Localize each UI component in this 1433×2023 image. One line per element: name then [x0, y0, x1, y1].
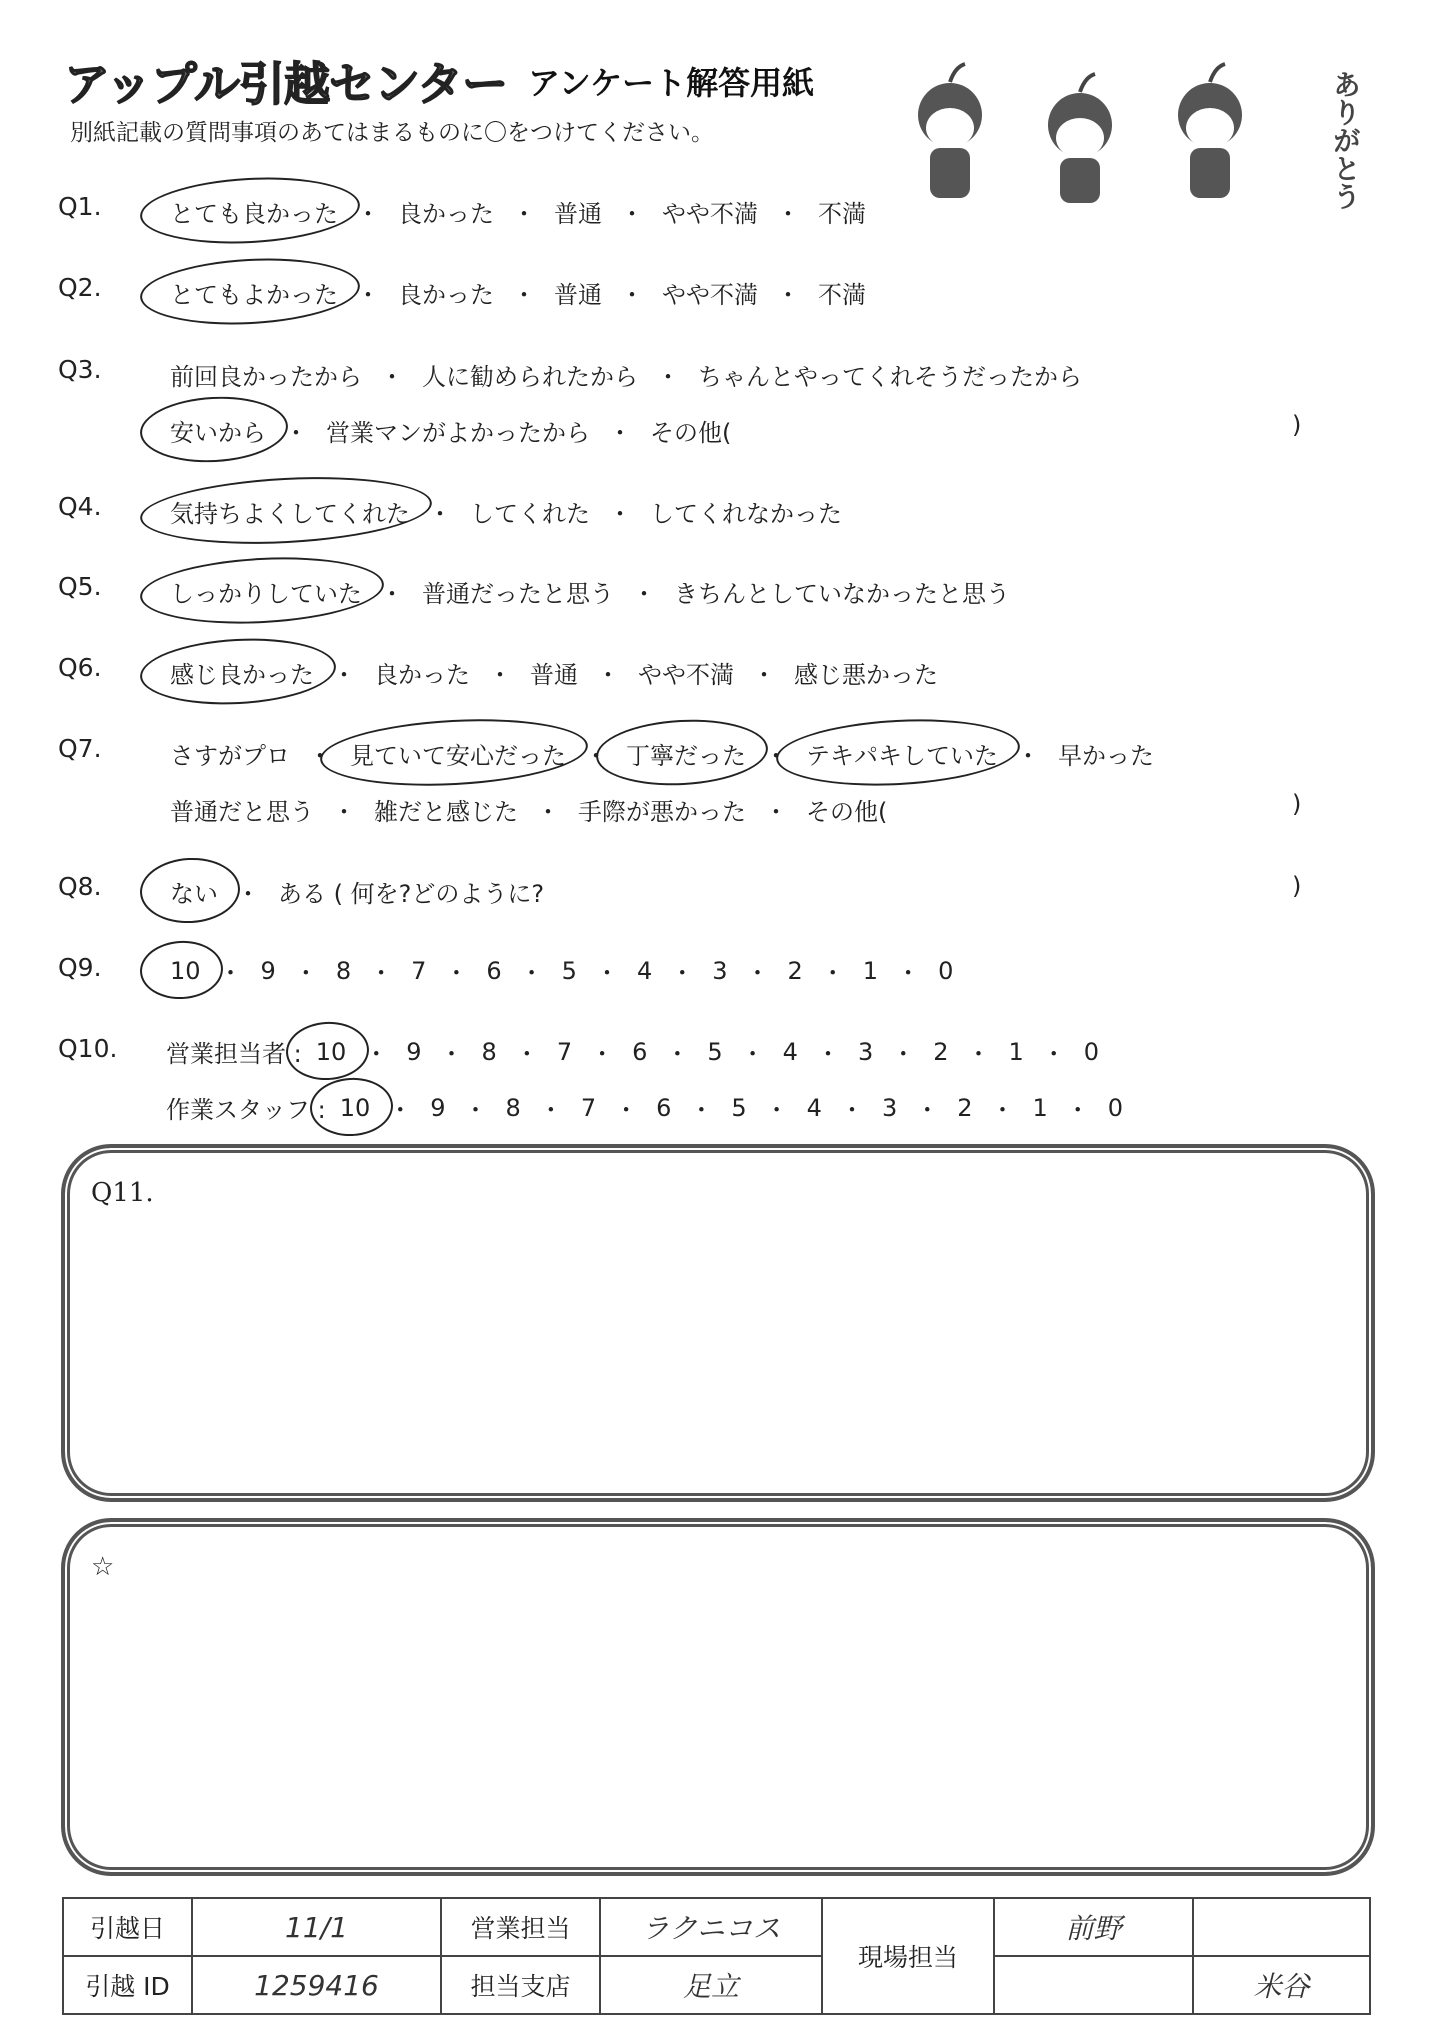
separator: ・	[776, 200, 800, 228]
site-label: 現場担当	[822, 1898, 994, 2014]
separator: ・	[488, 661, 512, 689]
separator: ・	[764, 742, 788, 770]
separator: ・	[596, 661, 620, 689]
answer-option[interactable]: ある ( 何を?どのように?	[278, 880, 545, 908]
separator: ・	[444, 959, 469, 987]
answer-option-circled[interactable]: 見ていて安心だった	[346, 734, 570, 773]
separator: ・	[1041, 1040, 1066, 1068]
answer-option[interactable]: きちんとしていなかったと思う	[674, 580, 1010, 608]
separator: ・	[815, 1040, 840, 1068]
answer-option[interactable]: 1	[1032, 1093, 1048, 1122]
answer-option[interactable]: 不満	[818, 281, 866, 309]
answer-option[interactable]: 2	[933, 1037, 949, 1066]
answer-option[interactable]: 2	[957, 1093, 973, 1122]
site-staff-empty	[1193, 1898, 1370, 1956]
answer-option[interactable]: 6	[486, 956, 502, 985]
separator: ・	[536, 798, 560, 826]
answer-option-circled[interactable]: 感じ良かった	[166, 653, 318, 692]
answer-option-circled[interactable]: 丁寧だった	[622, 734, 750, 773]
answer-option[interactable]: 良かった	[398, 281, 494, 309]
answer-option[interactable]: 良かった	[374, 661, 470, 689]
separator: ・	[839, 1096, 864, 1124]
answer-option-circled[interactable]: しっかりしていた	[166, 572, 366, 611]
separator: ・	[620, 200, 644, 228]
separator: ・	[740, 1040, 765, 1068]
separator: ・	[689, 1096, 714, 1124]
answer-option[interactable]: 7	[580, 1093, 597, 1122]
answer-option-circled[interactable]: 10	[166, 955, 205, 987]
answer-option[interactable]: 8	[335, 956, 352, 985]
answer-option[interactable]: 7	[411, 956, 427, 985]
separator: ・	[519, 959, 544, 987]
question-label: Q6.	[58, 653, 102, 682]
separator: ・	[332, 798, 356, 826]
branch: 足立	[600, 1956, 822, 2014]
answer-option[interactable]: 良かった	[398, 200, 494, 228]
separator: ・	[356, 200, 380, 228]
question-label: Q10.	[58, 1034, 118, 1063]
question-label: Q9.	[58, 953, 102, 982]
answer-option[interactable]: 6	[632, 1037, 648, 1066]
answer-option[interactable]: 0	[1083, 1037, 1100, 1066]
answer-row	[166, 953, 957, 988]
star-label: ☆	[91, 1552, 115, 1582]
separator: ・	[236, 880, 260, 908]
answer-option[interactable]: 6	[656, 1093, 672, 1122]
site-staff-empty	[994, 1956, 1193, 2014]
answer-option-circled[interactable]: とても良かった	[166, 192, 342, 231]
answer-option[interactable]: 9	[406, 1037, 422, 1066]
sales-label: 営業担当	[441, 1898, 600, 1956]
answer-option-circled[interactable]: 10	[336, 1092, 375, 1124]
answer-option[interactable]: 前回良かったから	[170, 363, 362, 391]
answer-option[interactable]: 8	[481, 1037, 497, 1066]
move-date-label: 引越日	[63, 1898, 192, 1956]
row-prefix: 営業担当者 :	[166, 1040, 302, 1068]
separator: ・	[896, 959, 921, 987]
brand-title: アップル引越センター	[64, 57, 508, 111]
separator: ・	[356, 281, 380, 309]
answer-option[interactable]: やや不満	[638, 661, 734, 689]
answer-row	[166, 492, 846, 531]
row-prefix: 作業スタッフ :	[166, 1096, 326, 1124]
answer-option[interactable]: 普通だったと思う	[422, 580, 614, 608]
separator: ・	[380, 363, 404, 391]
answer-option[interactable]: 普通だと思う	[170, 798, 314, 826]
answer-option[interactable]: やや不満	[662, 200, 758, 228]
q11-label: Q11.	[91, 1178, 154, 1208]
q11-comment-box[interactable]	[61, 1144, 1375, 1502]
site-staff-1: 前野	[994, 1898, 1193, 1956]
separator: ・	[1016, 742, 1040, 770]
separator: ・	[308, 742, 332, 770]
answer-option[interactable]: 3	[881, 1093, 898, 1122]
answer-option[interactable]: 5	[707, 1037, 723, 1066]
separator: ・	[514, 1040, 539, 1068]
answer-option[interactable]: さすがプロ	[170, 742, 290, 770]
separator: ・	[764, 798, 788, 826]
answer-option[interactable]: 2	[787, 956, 803, 985]
answer-option[interactable]: 8	[505, 1093, 521, 1122]
answer-option[interactable]: 普通	[554, 281, 602, 309]
move-id: 1259416	[192, 1956, 441, 2014]
question-label: Q2.	[58, 273, 102, 302]
separator: ・	[584, 742, 608, 770]
question-label: Q1.	[58, 192, 102, 221]
separator: ・	[538, 1096, 563, 1124]
separator: ・	[512, 281, 536, 309]
separator: ・	[218, 959, 243, 987]
answer-row	[166, 734, 1158, 773]
question-label: Q5.	[58, 572, 102, 601]
close-paren: )	[1292, 790, 1302, 818]
separator: ・	[608, 500, 632, 528]
separator: ・	[990, 1096, 1015, 1124]
separator: ・	[656, 363, 680, 391]
answer-option[interactable]: 手際が悪かった	[578, 798, 746, 826]
staff-info-table	[62, 1897, 1371, 2015]
site-staff-2: 米谷	[1193, 1956, 1370, 2014]
separator: ・	[776, 281, 800, 309]
mascot-illustration	[900, 60, 1260, 210]
form-title: アンケート解答用紙	[528, 64, 815, 102]
sales-staff: ラクニコス	[600, 1898, 822, 1956]
separator: ・	[614, 1096, 639, 1124]
move-date: 11/1	[192, 1898, 441, 1956]
answer-option[interactable]: 普通	[530, 661, 578, 689]
free-comment-box[interactable]	[61, 1518, 1375, 1876]
monkey-icon	[1030, 60, 1130, 210]
question-label: Q7.	[58, 734, 102, 763]
answer-option[interactable]: 4	[806, 1093, 822, 1122]
separator: ・	[820, 959, 845, 987]
answer-option[interactable]: やや不満	[662, 281, 758, 309]
answer-row	[166, 653, 942, 692]
separator: ・	[1065, 1096, 1090, 1124]
answer-option[interactable]: 0	[938, 956, 954, 985]
answer-option-circled[interactable]: 安いから	[166, 411, 270, 450]
answer-option[interactable]: 不満	[818, 200, 866, 228]
question-label: Q8.	[58, 872, 102, 901]
answer-option[interactable]: 人に勧められたから	[422, 363, 638, 391]
separator: ・	[439, 1040, 464, 1068]
answer-option[interactable]: 普通	[554, 200, 602, 228]
instructions: 別紙記載の質問事項のあてはまるものに〇をつけてください。	[70, 120, 714, 146]
answer-option[interactable]: 9	[260, 956, 276, 985]
separator: ・	[369, 959, 394, 987]
answer-option[interactable]: 3	[712, 956, 728, 985]
answer-option-circled[interactable]: 10	[312, 1036, 351, 1068]
answer-option[interactable]: 9	[430, 1093, 446, 1122]
answer-option[interactable]: 感じ悪かった	[794, 661, 938, 689]
separator: ・	[512, 200, 536, 228]
answer-option[interactable]: 4	[782, 1037, 798, 1066]
answer-option[interactable]: 早かった	[1058, 742, 1154, 770]
monkey-icon	[900, 60, 1000, 210]
answer-option[interactable]: してくれなかった	[650, 500, 842, 528]
separator: ・	[752, 661, 776, 689]
answer-option[interactable]: 1	[862, 956, 879, 985]
answer-row	[166, 411, 735, 450]
question-label: Q4.	[58, 492, 102, 521]
separator: ・	[891, 1040, 916, 1068]
answer-option[interactable]: 5	[561, 956, 577, 985]
separator: ・	[463, 1096, 488, 1124]
separator: ・	[293, 959, 318, 987]
separator: ・	[428, 500, 452, 528]
separator: ・	[594, 959, 619, 987]
separator: ・	[284, 419, 308, 447]
answer-option-circled[interactable]: 気持ちよくしてくれた	[166, 492, 414, 531]
move-id-label: 引越 ID	[63, 1956, 192, 2014]
separator: ・	[364, 1040, 389, 1068]
separator: ・	[764, 1096, 789, 1124]
answer-option-circled[interactable]: とてもよかった	[166, 273, 342, 312]
separator: ・	[966, 1040, 991, 1068]
answer-row	[166, 192, 870, 231]
answer-option[interactable]: その他(	[806, 798, 888, 826]
separator: ・	[590, 1040, 615, 1068]
answer-row	[166, 355, 1086, 394]
answer-row	[166, 572, 1014, 611]
separator: ・	[608, 419, 632, 447]
close-paren: )	[1292, 411, 1302, 439]
separator: ・	[332, 661, 356, 689]
answer-option-circled[interactable]: テキパキしていた	[802, 734, 1002, 773]
separator: ・	[620, 281, 644, 309]
separator: ・	[388, 1096, 413, 1124]
answer-option[interactable]: 0	[1107, 1093, 1124, 1122]
branch-label: 担当支店	[441, 1956, 600, 2014]
separator: ・	[665, 1040, 690, 1068]
separator: ・	[380, 580, 404, 608]
answer-option-circled[interactable]: ない	[166, 872, 222, 911]
monkey-icon	[1160, 60, 1260, 210]
separator: ・	[670, 959, 695, 987]
question-label: Q3.	[58, 355, 102, 384]
answer-option[interactable]: 3	[857, 1037, 874, 1066]
close-paren: )	[1292, 872, 1302, 900]
separator: ・	[915, 1096, 940, 1124]
answer-option[interactable]: その他(	[650, 419, 732, 447]
answer-option[interactable]: ちゃんとやってくれそうだったから	[698, 363, 1082, 391]
answer-option[interactable]: してくれた	[470, 500, 590, 528]
answer-row	[166, 790, 891, 829]
thanks-text: ありがとう	[1329, 70, 1362, 210]
answer-option[interactable]: 営業マンがよかったから	[326, 419, 590, 447]
answer-option[interactable]: 5	[731, 1093, 747, 1122]
answer-option[interactable]: 雑だと感じた	[374, 798, 518, 826]
answer-option[interactable]: 4	[636, 956, 653, 985]
separator: ・	[632, 580, 656, 608]
answer-row	[166, 1034, 1103, 1069]
answer-row	[166, 1090, 1127, 1125]
answer-row	[166, 273, 870, 312]
answer-row	[166, 872, 548, 911]
answer-option[interactable]: 7	[556, 1037, 573, 1066]
answer-option[interactable]: 1	[1008, 1037, 1024, 1066]
separator: ・	[745, 959, 770, 987]
